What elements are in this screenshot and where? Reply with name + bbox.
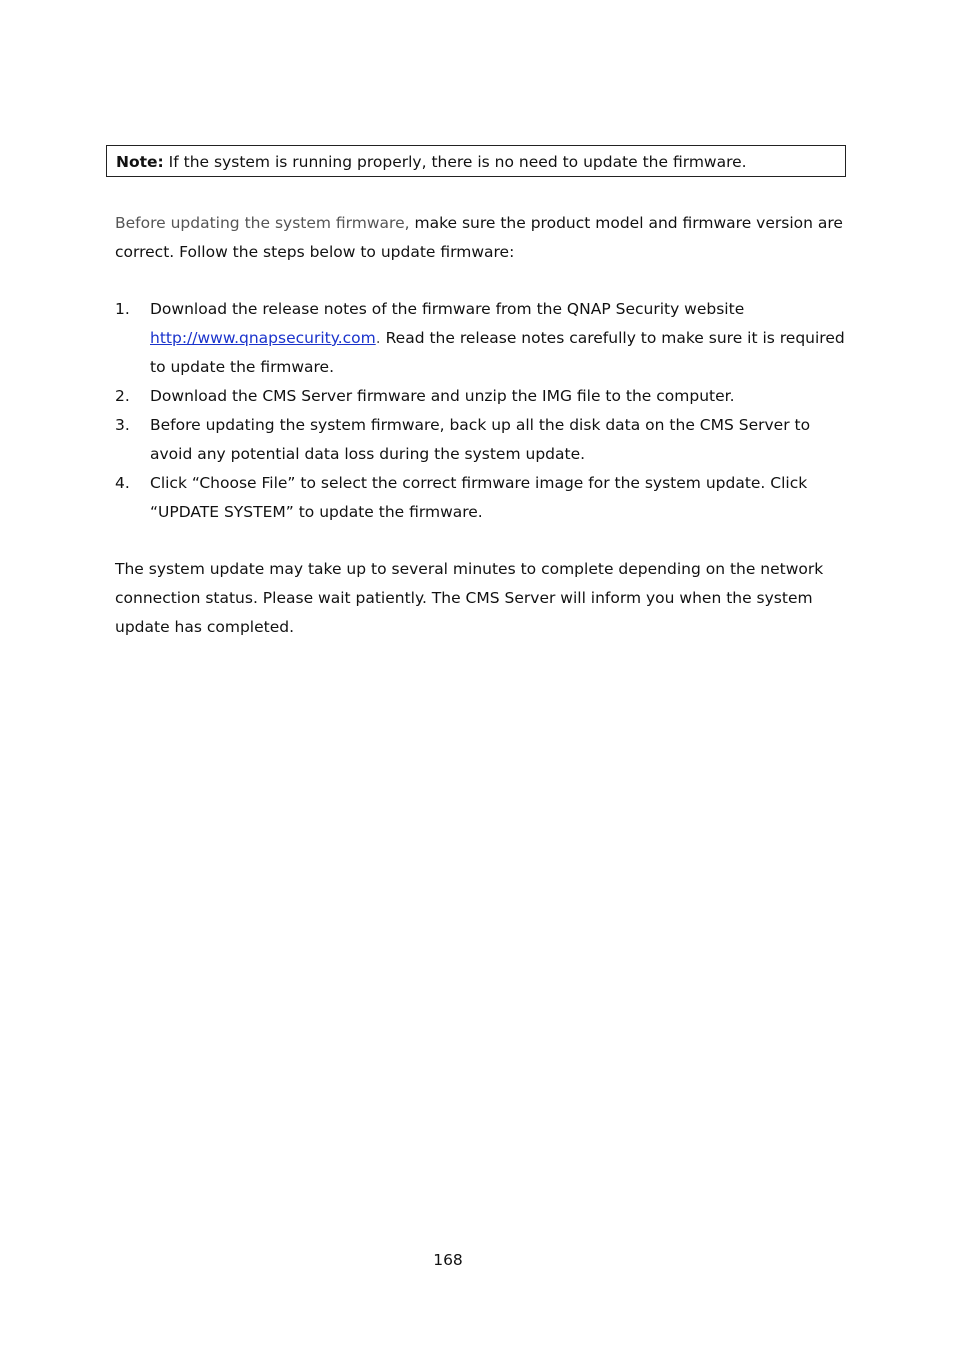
link-suffix: .: [375, 329, 381, 347]
note-box: [106, 145, 846, 177]
step-number: 4.: [115, 474, 130, 492]
step-number: 1.: [115, 300, 130, 318]
step-text: Download the CMS Server firmware and unzip the IMG file to the computer.: [150, 387, 735, 405]
list-item: [115, 411, 845, 469]
intro-paragraph: [115, 209, 845, 267]
note-label: Note:: [116, 153, 164, 171]
step-text-before: Download the release notes of the firmware from the QNAP Security website: [150, 300, 745, 318]
step-number: 3.: [115, 416, 130, 434]
intro-muted-text: Before updating the system firmware,: [115, 214, 410, 232]
outro-paragraph: The system update may take up to several minutes to complete depending on the network connection status. Please wait patiently. The CMS Server will inform you when the system update has completed.: [115, 560, 824, 636]
list-item: [115, 469, 845, 527]
note-text: If the system is running properly, there is no need to update the firmware.: [163, 153, 747, 171]
step-number: 2.: [115, 387, 130, 405]
step-text-after: Read the release notes carefully to make sure it is required to update the firmware.: [150, 329, 845, 376]
update-steps-list: [115, 295, 845, 527]
intro-text: make sure the product model and firmware version are correct. Follow the steps below to update firmware:: [115, 214, 843, 261]
qnap-security-link[interactable]: http://www.qnapsecurity.com: [150, 329, 376, 347]
step-text: Click “Choose File” to select the correct firmware image for the system update. Click “UPDATE SYSTEM” to update the firmware.: [150, 474, 808, 521]
list-item: [115, 295, 845, 382]
page-number: 168: [433, 1251, 463, 1269]
step-text: Before updating the system firmware, back up all the disk data on the CMS Server to avoid any potential data loss during the system update.: [150, 416, 811, 463]
list-item: [115, 382, 845, 411]
